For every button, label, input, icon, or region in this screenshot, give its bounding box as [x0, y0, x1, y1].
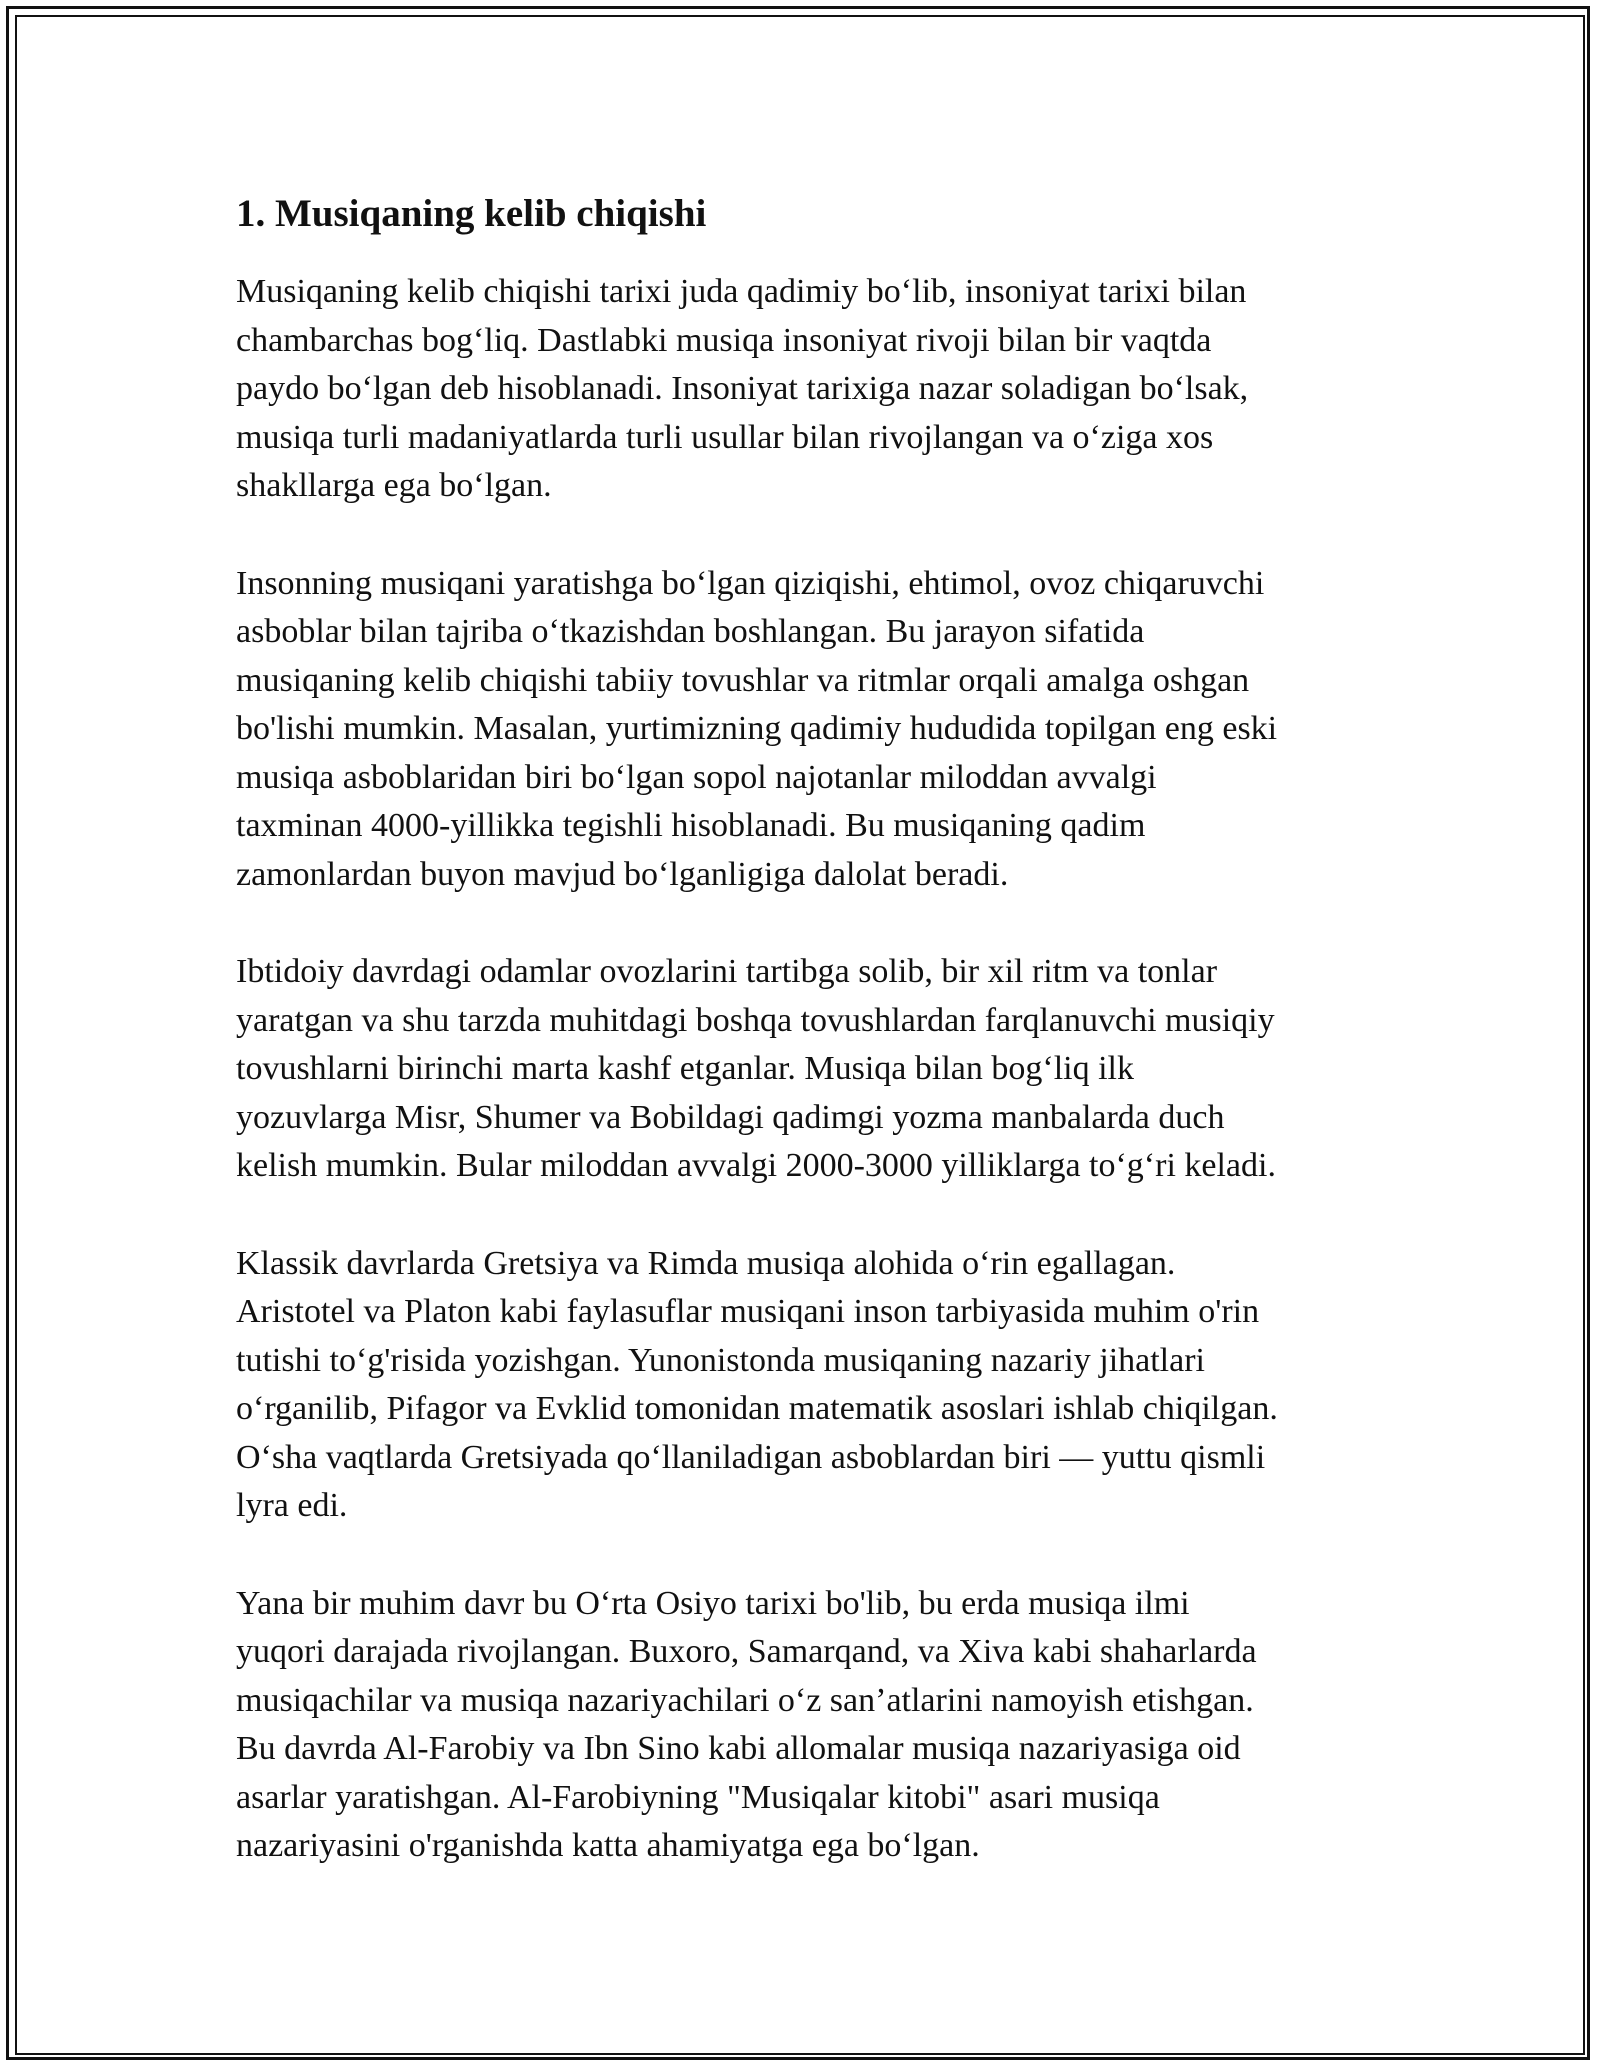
text-line: O‘sha vaqtlarda Gretsiyada qo‘llaniladigan asboblardan biri — yuttu qismli — [236, 1438, 1266, 1476]
paragraph-4 — [236, 1240, 1376, 1531]
text-line: Aristotel va Platon kabi faylasuflar musiqani inson tarbiyasida muhim o'rin — [236, 1293, 1260, 1330]
text-line: musiqa asboblaridan biri bo‘lgan sopol najotanlar miloddan avvalgi — [236, 758, 1157, 796]
text-line: Bu davrda Al-Farobiy va Ibn Sino kabi allomalar musiqa nazariyasiga oid — [236, 1730, 1241, 1767]
text-line: yaratgan va shu tarzda muhitdagi boshqa tovushlardan farqlanuvchi musiqiy — [236, 1001, 1275, 1039]
text-line: musiqa turli madaniyatlarda turli usullar bilan rivojlangan va o‘ziga xos — [236, 418, 1214, 456]
paragraph-2 — [236, 560, 1376, 900]
text-line: musiqachilar va musiqa nazariyachilari o‘z san’atlarini namoyish etishgan. — [236, 1681, 1254, 1719]
text-line: paydo bo‘lgan deb hisoblanadi. Insoniyat tarixiga nazar soladigan bo‘lsak, — [236, 370, 1249, 407]
text-line: zamonlardan buyon mavjud bo‘lganligiga dalolat beradi. — [236, 855, 1009, 893]
text-line: lyra edi. — [236, 1487, 348, 1524]
text-line: musiqaning kelib chiqishi tabiiy tovushlar va ritmlar orqali amalga oshgan — [236, 661, 1250, 699]
text-line: Klassik davrlarda Gretsiya va Rimda musiqa alohida o‘rin egallagan. — [236, 1244, 1176, 1282]
text-line: chambarchas bog‘liq. Dastlabki musiqa insoniyat rivoji bilan bir vaqtda — [236, 321, 1212, 359]
text-line: nazariyasini o'rganishda katta ahamiyatga ega bo‘lgan. — [236, 1827, 980, 1864]
text-line: Yana bir muhim davr bu O‘rta Osiyo tarixi bo'lib, bu erda musiqa ilmi — [236, 1584, 1190, 1622]
paragraph-3 — [236, 948, 1376, 1191]
text-line: Musiqaning kelib chiqishi tarixi juda qadimiy bo‘lib, insoniyat tarixi bilan — [236, 273, 1247, 310]
text-line: Ibtidoiy davrdagi odamlar ovozlarini tartibga solib, bir xil ritm va tonlar — [236, 953, 1218, 990]
text-line: taxminan 4000-yillikka tegishli hisoblanadi. Bu musiqaning qadim — [236, 807, 1146, 844]
text-line: yuqori darajada rivojlangan. Buxoro, Samarqand, va Xiva kabi shaharlarda — [236, 1633, 1257, 1670]
text-line: o‘rganilib, Pifagor va Evklid tomonidan matematik asoslari ishlab chiqilgan. — [236, 1390, 1278, 1427]
paragraph-1 — [236, 268, 1376, 511]
text-line: kelish mumkin. Bular miloddan avvalgi 2000-3000 yilliklarga to‘g‘ri keladi. — [236, 1147, 1276, 1184]
text-line: tutishi to‘g'risida yozishgan. Yunonistonda musiqaning nazariy jihatlari — [236, 1341, 1205, 1379]
section-heading: 1. Musiqaning kelib chiqishi — [236, 192, 707, 235]
document-body — [236, 186, 1376, 1871]
text-line: yozuvlarga Misr, Shumer va Bobildagi qadimgi yozma manbalarda duch — [236, 1098, 1225, 1136]
text-line: shakllarga ega bo‘lgan. — [236, 467, 552, 504]
paragraph-5 — [236, 1580, 1376, 1871]
text-line: tovushlarni birinchi marta kashf etganlar. Musiqa bilan bog‘liq ilk — [236, 1050, 1134, 1087]
text-line: Insonning musiqani yaratishga bo‘lgan qiziqishi, ehtimol, ovoz chiqaruvchi — [236, 564, 1265, 602]
text-line: asarlar yaratishgan. Al-Farobiyning "Musiqalar kitobi" asari musiqa — [236, 1778, 1160, 1816]
text-line: asboblar bilan tajriba o‘tkazishdan boshlangan. Bu jarayon sifatida — [236, 613, 1145, 650]
text-line: bo'lishi mumkin. Masalan, yurtimizning qadimiy hududida topilgan eng eski — [236, 710, 1278, 747]
